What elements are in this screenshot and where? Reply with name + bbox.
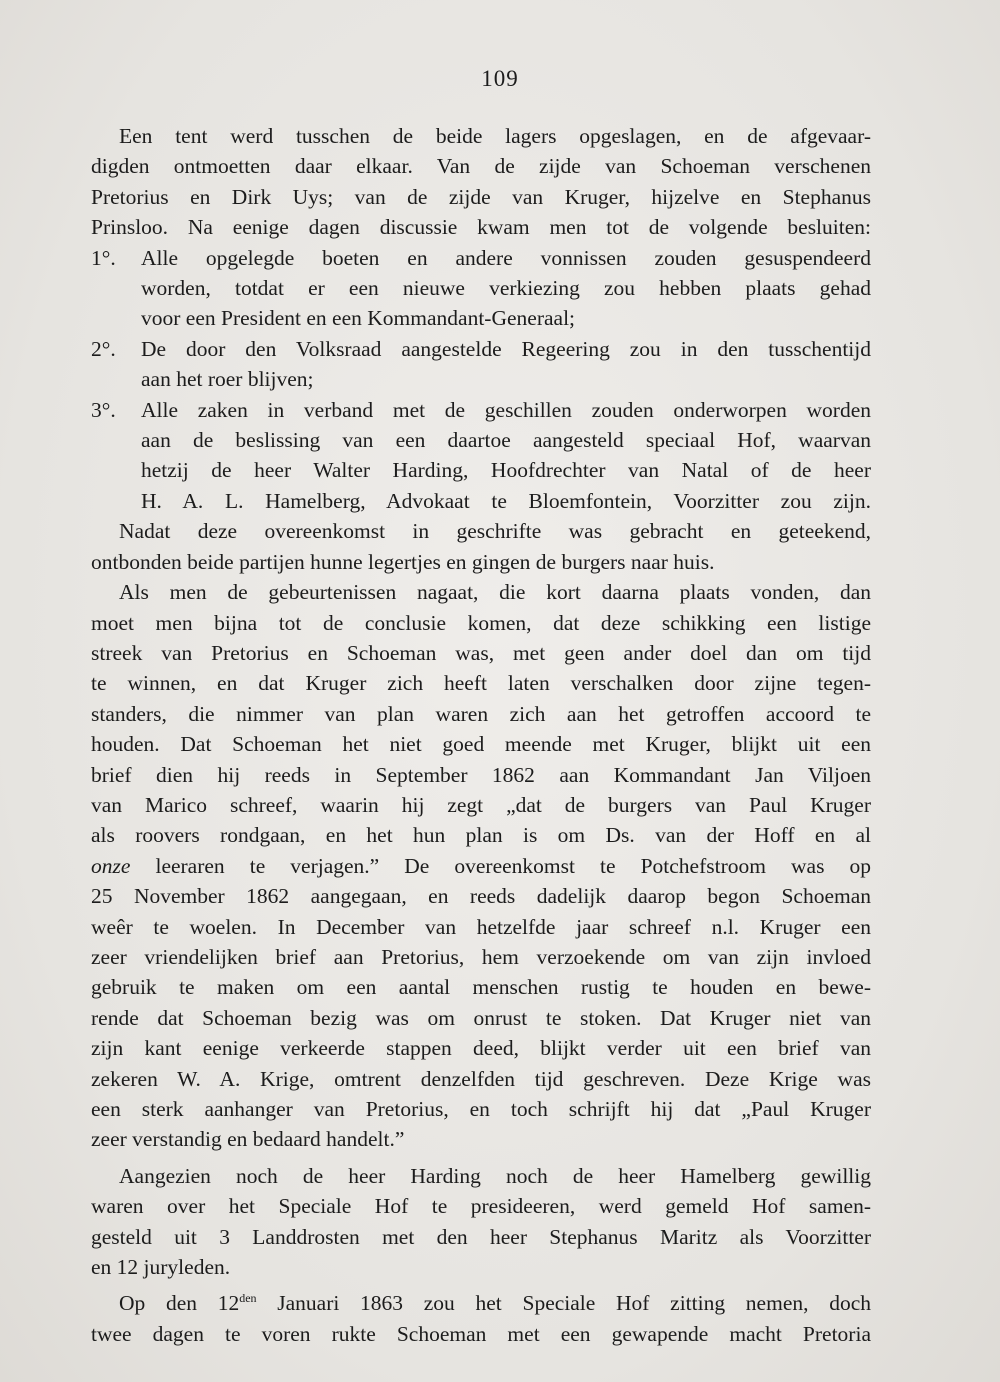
text-line: H. A. L. Hamelberg, Advokaat te Bloemfontein, Voorzitter zou zijn. [141,488,871,513]
text-line: zijn kant eenige verkeerde stappen deed, blijkt verder uit een brief van [91,1036,871,1061]
text-line: Pretorius en Dirk Uys; van de zijde van Kruger, hijzelve en Stephanus [91,184,871,209]
text-line: rende dat Schoeman bezig was om onrust te stoken. Dat Kruger niet van [91,1005,871,1030]
list-item-3 [91,395,871,517]
text-line: aan de beslissing van een daartoe aangesteld speciaal Hof, waarvan [141,428,871,453]
text-line: Nadat deze overeenkomst in geschrifte was gebracht en geteekend, [119,519,871,544]
text-line: worden, totdat er een nieuwe verkiezing zou hebben plaats gehad [141,276,871,301]
text-line: Alle zaken in verband met de geschillen zouden onderworpen worden [141,397,871,422]
text-line: gesteld uit 3 Landdrosten met den heer Stephanus Maritz als Voorzitter [91,1224,871,1249]
text-line: houden. Dat Schoeman het niet goed meende met Kruger, blijkt uit een [91,732,871,757]
text-line: streek van Pretorius en Schoeman was, met geen ander doel dan om tijd [91,640,871,665]
text-line [91,1288,871,1318]
text-segment: Op den 12 [119,1291,240,1316]
list-number: 2°. [91,336,116,361]
text-line: Een tent werd tusschen de beide lagers opgeslagen, en de afgevaar- [119,124,871,148]
list-item-1 [91,243,871,334]
list-item-2 [91,334,871,395]
text-line: een sterk aanhanger van Pretorius, en toch schrijft hij dat „Paul Kruger [91,1097,871,1121]
text-line: weêr te woelen. In December van hetzelfde jaar schreef n.l. Kruger een [91,914,871,939]
text-line: voor een President en een Kommandant-Generaal; [141,306,576,331]
list-number: 1°. [91,245,116,270]
text-line: digden ontmoetten daar elkaar. Van de zijde van Schoeman verschenen [91,154,871,179]
text-line: aan het roer blijven; [141,367,314,392]
text-line: brief dien hij reeds in September 1862 aan Kommandant Jan Viljoen [91,762,871,787]
text-line: 25 November 1862 aangegaan, en reeds dadelijk daarop begon Schoeman [91,884,871,909]
text-line: Alle opgelegde boeten en andere vonnissen zouden gesuspendeerd [141,245,871,270]
text-line: waren over het Speciale Hof te presideeren, werd gemeld Hof samen- [91,1194,871,1219]
text-line: De door den Volksraad aangestelde Regeering zou in den tusschentijd [141,336,871,361]
text-line: twee dagen te voren rukte Schoeman met een gewapende macht Pretoria [91,1321,871,1346]
page-number: 109 [481,66,519,91]
text-line: Als men de gebeurtenissen nagaat, die kort daarna plaats vonden, dan [119,580,871,605]
body-text [91,121,871,1349]
text-line: zekeren W. A. Krige, omtrent denzelfden tijd geschreven. Deze Krige was [91,1066,871,1091]
text-line: hetzij de heer Walter Harding, Hoofdrechter van Natal of de heer [141,458,871,483]
italic-word: onze [91,853,131,878]
text-segment: Januari 1863 zou het Speciale Hof zitting nemen, doch [256,1291,871,1316]
text-line: Prinsloo. Na eenige dagen discussie kwam men tot de volgende besluiten: [91,215,871,240]
superscript: den [239,1291,257,1306]
text-line: moet men bijna tot de conclusie komen, dat deze schikking een listige [91,610,871,635]
text-line: van Marico schreef, waarin hij zegt „dat de burgers van Paul Kruger [91,792,871,817]
text-line: gebruik te maken om een aantal menschen rustig te houden en bewe- [91,975,871,1000]
text-line: te winnen, en dat Kruger zich heeft laten verschalken door zijne tegen- [91,671,871,696]
text-line: Aangezien noch de heer Harding noch de heer Hamelberg gewillig [119,1163,871,1188]
text-segment: leeraren te verjagen.” De overeenkomst te Potchefstroom was op [130,853,871,878]
list-number: 3°. [91,397,116,422]
text-line: ontbonden beide partijen hunne legertjes en gingen de burgers naar huis. [91,549,715,574]
text-line: en 12 juryleden. [91,1255,231,1280]
text-line: zeer verstandig en bedaard handelt.” [91,1127,405,1152]
text-line: zeer vriendelijken brief aan Pretorius, hem verzoekende om van zijn invloed [91,944,871,969]
text-line: als roovers rondgaan, en het hun plan is om Ds. van der Hoff en al [91,823,871,848]
text-line: standers, die nimmer van plan waren zich aan het getroffen accoord te [91,701,871,726]
text-line [91,851,871,881]
